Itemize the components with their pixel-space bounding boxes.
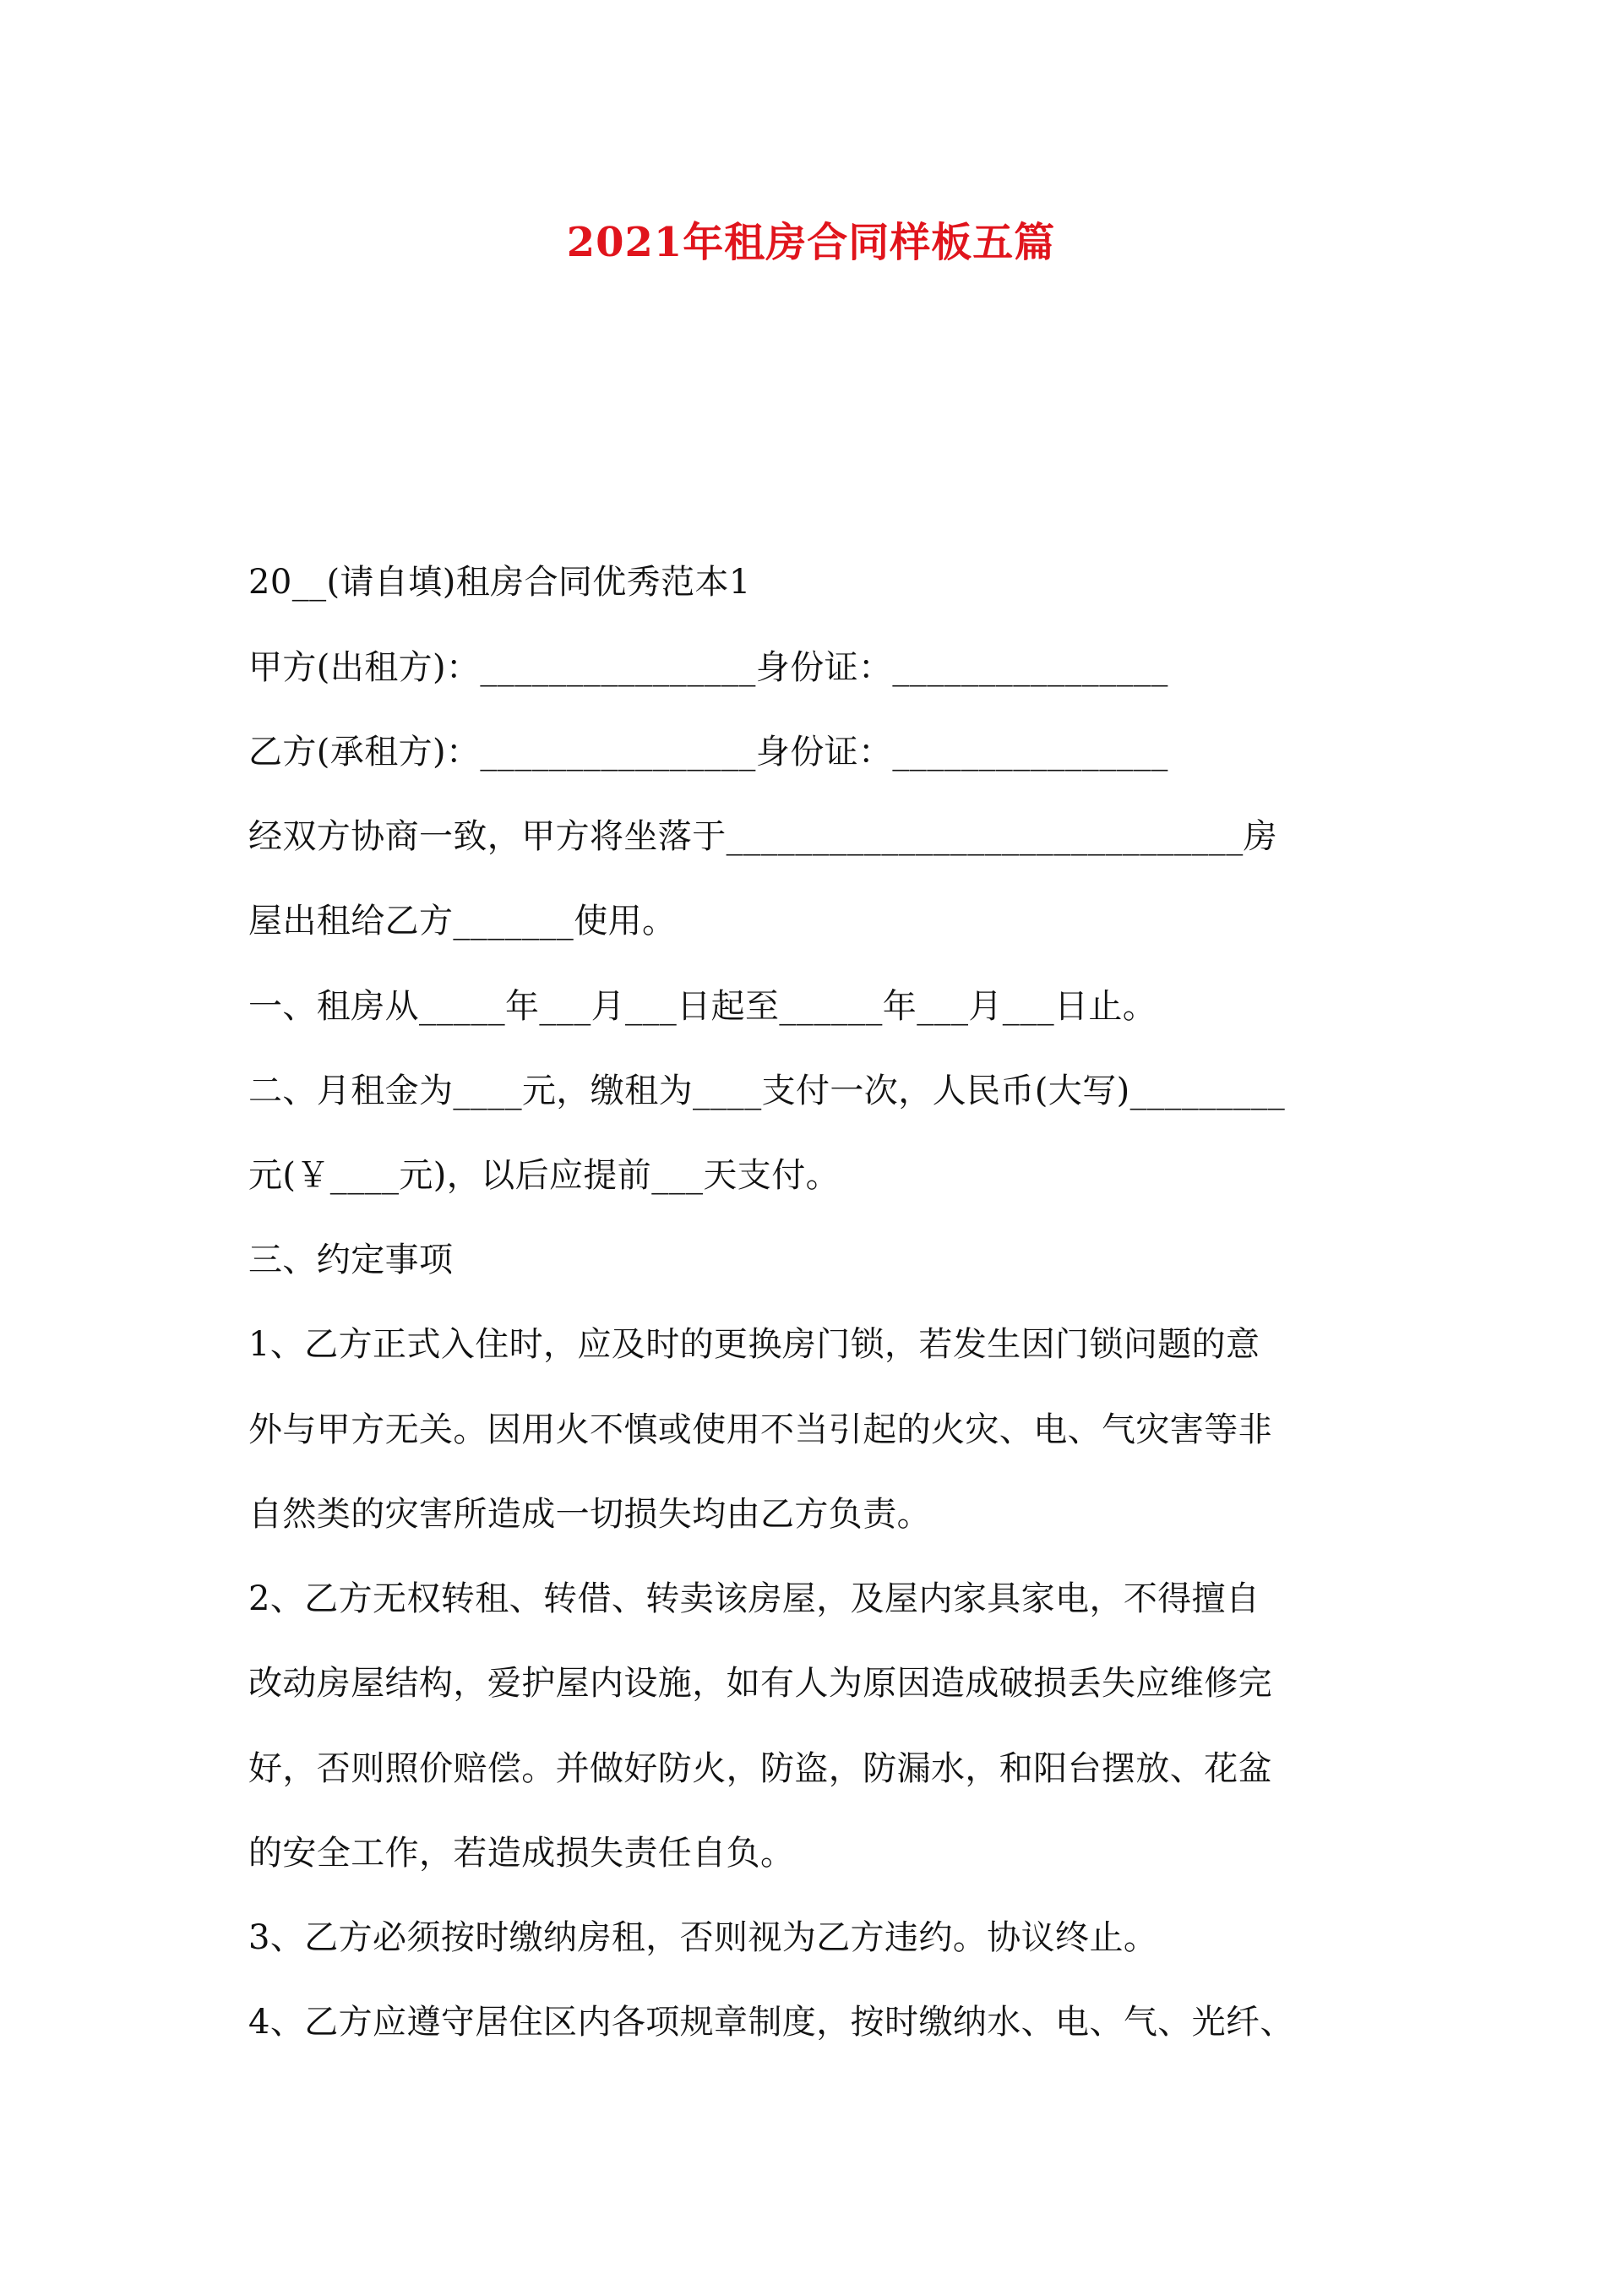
party-b-line: 乙方(承租方)：________________身份证：________________ <box>248 733 1168 772</box>
clause-item-line: 4、乙方应遵守居住区内各项规章制度，按时缴纳水、电、气、光纤、 <box>248 2003 1294 2042</box>
party-a-line: 甲方(出租方)：________________身份证：________________ <box>248 648 1168 687</box>
clause-heading: 三、约定事项 <box>248 1241 454 1279</box>
contract-paragraph-line: 经双方协商一致，甲方将坐落于______________________________房 <box>248 817 1277 856</box>
section-heading: 20__(请自填)租房合同优秀范本1 <box>248 563 751 602</box>
clause-item-line: 2、乙方无权转租、转借、转卖该房屋，及屋内家具家电，不得擅自 <box>248 1579 1260 1618</box>
contract-paragraph-line: 屋出租给乙方_______使用。 <box>248 902 677 941</box>
clause-item-line: 3、乙方必须按时缴纳房租，否则视为乙方违约。协议终止。 <box>248 1918 1158 1957</box>
clause-item-line: 自然类的灾害所造成一切损失均由乙方负责。 <box>248 1495 931 1534</box>
clause-term-line: 一、租房从_____年___月___日起至______年___月___日止。 <box>248 987 1157 1026</box>
clause-item-line: 1、乙方正式入住时，应及时的更换房门锁，若发生因门锁问题的意 <box>248 1325 1260 1364</box>
clause-item-line: 好，否则照价赔偿。并做好防火，防盗，防漏水，和阳台摆放、花盆 <box>248 1749 1272 1788</box>
clause-rent-line: 二、月租金为____元，缴租为____支付一次，人民币(大写)_________ <box>248 1072 1286 1110</box>
clause-item-line: 的安全工作，若造成损失责任自负。 <box>248 1834 795 1873</box>
clause-rent-line: 元(￥____元)，以后应提前___天支付。 <box>248 1156 841 1195</box>
document-title: 2021年租房合同样板五篇 <box>566 219 1056 266</box>
clause-item-line: 外与甲方无关。因用火不慎或使用不当引起的火灾、电、气灾害等非 <box>248 1410 1272 1449</box>
clause-item-line: 改动房屋结构，爱护屋内设施，如有人为原因造成破损丢失应维修完 <box>248 1664 1272 1703</box>
